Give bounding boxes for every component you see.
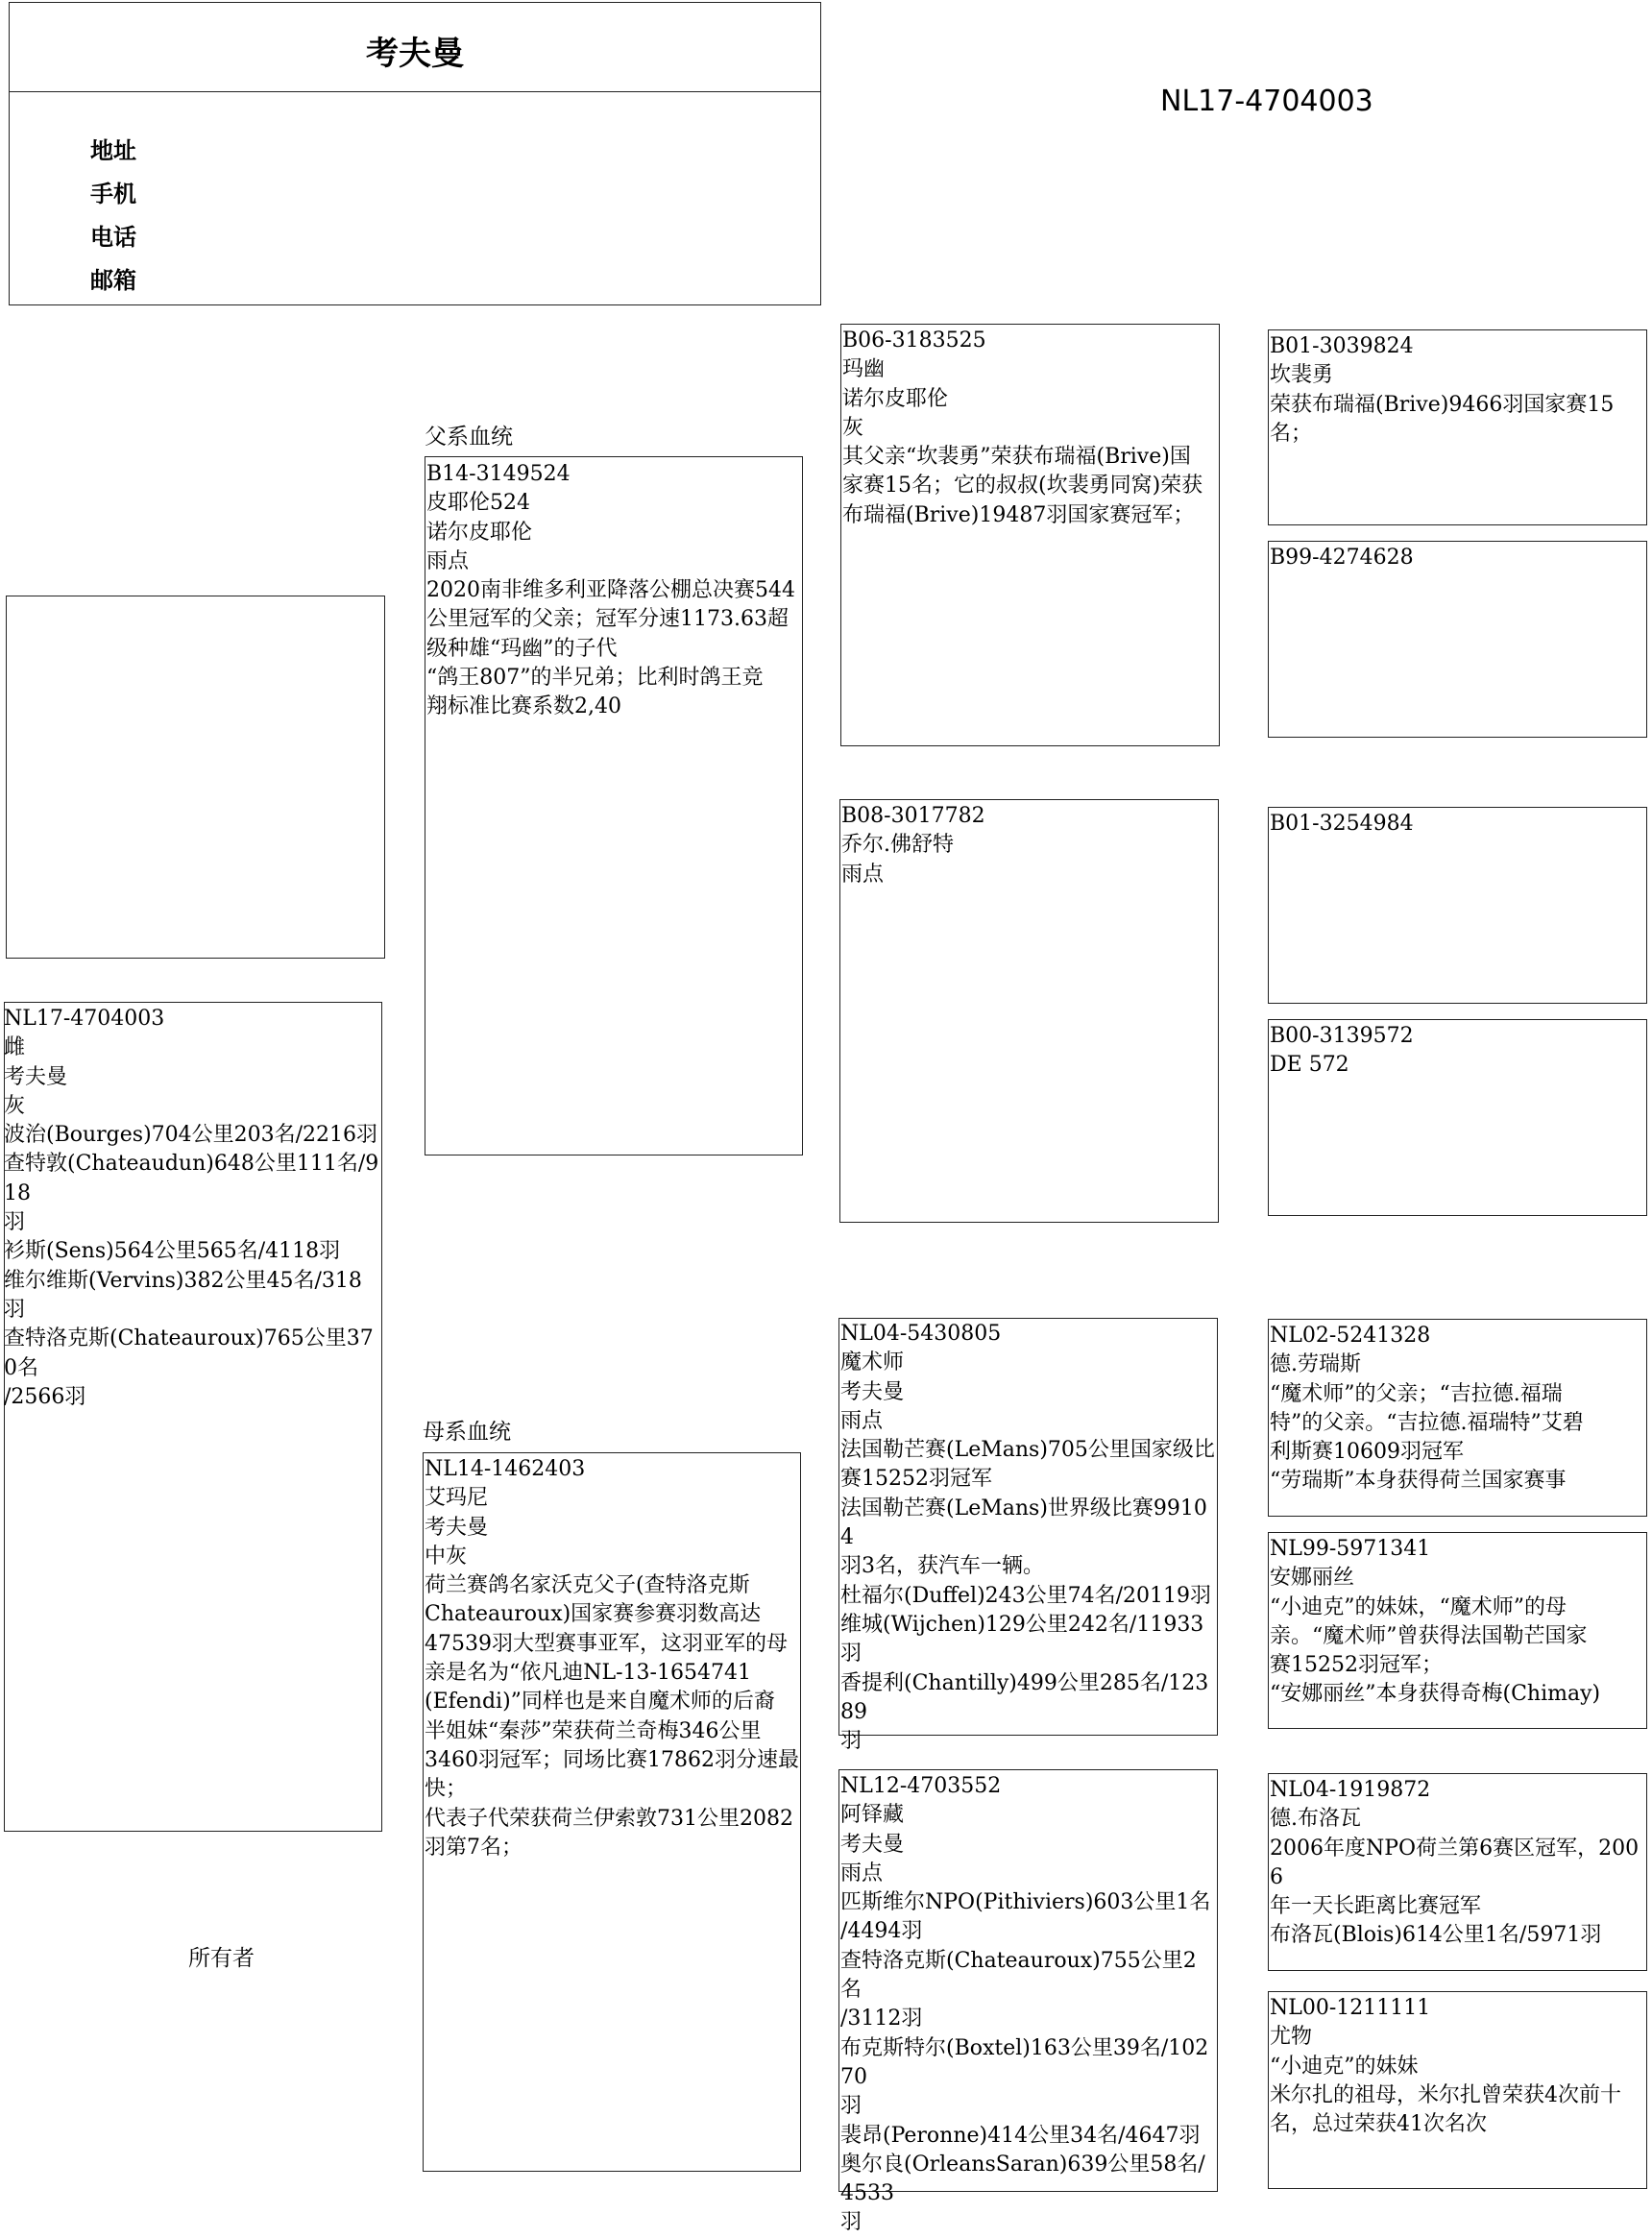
pigeon-info-line: 查特洛克斯(Chateauroux)755公里2名	[840, 1948, 1197, 2003]
pigeon-info-line: 查特敦(Chateaudun)648公里111名/918	[4, 1152, 379, 1205]
pigeon-text-subject	[4, 1005, 380, 1412]
pigeon-info-line: 47539羽大型赛事亚军，这羽亚军的母	[425, 1631, 788, 1656]
pigeon-info-line: 坎裴勇	[1270, 363, 1334, 388]
pigeon-info-line: “鸽王807”的半兄弟；比利时鸽王竞	[426, 666, 764, 691]
pigeon-info-line: 半姐妹“秦莎”荣获荷兰奇梅346公里	[425, 1718, 762, 1743]
pigeon-info-line: 米尔扎的祖母，米尔扎曾荣获4次前十	[1270, 2082, 1621, 2107]
ring-number: B99-4274628	[1270, 546, 1414, 570]
ring-number: NL00-1211111	[1270, 1996, 1431, 2020]
ring-number: B08-3017782	[841, 804, 985, 828]
pigeon-info-line: 亲是名为“依凡迪NL-13-1654741	[425, 1661, 751, 1686]
pigeon-info-line: 诺尔皮耶伦	[842, 386, 949, 411]
pigeon-info-line: 雨点	[841, 862, 885, 887]
pigeon-info-line: 奥尔良(OrleansSaran)639公里58名/4533	[840, 2152, 1205, 2206]
pigeon-info-line: “魔术师”的父亲；“吉拉德.福瑞	[1270, 1381, 1563, 1406]
pigeon-info-line: 羽	[4, 1210, 26, 1235]
contact-label-mobile: 手机	[90, 181, 136, 207]
pigeon-info-line: 雨点	[840, 1861, 884, 1885]
pigeon-info-line: 特”的父亲。“吉拉德.福瑞特”艾碧	[1270, 1410, 1584, 1435]
pigeon-info-line: 衫斯(Sens)564公里565名/4118羽	[4, 1239, 341, 1264]
pigeon-info-line: 艾玛尼	[425, 1486, 489, 1511]
pigeon-info-line: /2566羽	[4, 1384, 86, 1409]
pigeon-info-line: 荷兰赛鸽名家沃克父子(查特洛克斯	[425, 1573, 750, 1598]
pigeon-info-line: 翔标准比赛系数2,40	[426, 694, 621, 719]
ring-number: NL17-4704003	[4, 1007, 165, 1031]
pigeon-info-line: 皮耶伦524	[426, 491, 530, 516]
pigeon-info-line: 灰	[842, 415, 864, 440]
pigeon-text-sds	[1270, 810, 1646, 839]
pigeon-info-line: 尤物	[1270, 2025, 1313, 2050]
pigeon-info-line: “小迪克”的妹妹，“魔术师”的母	[1270, 1594, 1567, 1619]
pigeon-info-line: 利斯赛10609羽冠军	[1270, 1440, 1464, 1465]
label-sire-line: 父系血统	[425, 425, 513, 450]
pigeon-text-sire-sire	[842, 327, 1219, 530]
pigeon-text-sdd	[1270, 1022, 1646, 1081]
ring-number: B06-3183525	[842, 328, 986, 353]
pigeon-text-dam-sire	[840, 1320, 1217, 1756]
pigeon-info-line: 考夫曼	[4, 1064, 68, 1089]
pigeon-info-line: Chateauroux)国家赛参赛羽数高达	[425, 1602, 762, 1627]
pigeon-info-line: DE 572	[1270, 1053, 1349, 1078]
label-owner: 所有者	[188, 1946, 255, 1971]
pigeon-text-sss	[1270, 332, 1646, 449]
pigeon-info-line: 维尔维斯(Vervins)382公里45名/318羽	[4, 1268, 362, 1322]
ring-number: NL04-5430805	[840, 1322, 1002, 1346]
contact-label-phone: 电话	[90, 224, 136, 251]
pigeon-info-line: 安娜丽丝	[1270, 1566, 1355, 1591]
pigeon-info-line: 赛15252羽冠军	[840, 1467, 992, 1492]
pigeon-info-line: “小迪克”的妹妹	[1270, 2054, 1419, 2079]
pigeon-info-line: 雌	[4, 1035, 26, 1060]
ring-number: NL12-4703552	[840, 1774, 1002, 1798]
pigeon-info-line: 快；	[425, 1777, 468, 1802]
pigeon-info-line: 2006年度NPO荷兰第6赛区冠军，2006	[1270, 1836, 1640, 1889]
pigeon-info-line: 维城(Wijchen)129公里242名/11933羽	[840, 1612, 1204, 1666]
pigeon-info-line: 法国勒芒赛(LeMans)世界级比赛99104	[840, 1496, 1207, 1550]
header-title: 考夫曼	[366, 35, 464, 73]
pigeon-info-line: 其父亲“坎裴勇”荣获布瑞福(Brive)国	[842, 445, 1191, 470]
ring-number: NL02-5241328	[1270, 1324, 1431, 1348]
header-divider	[9, 91, 821, 92]
pigeon-info-line: 考夫曼	[840, 1379, 905, 1404]
pigeon-info-line: 2020南非维多利亚降落公棚总决赛544	[426, 578, 795, 603]
pigeon-info-line: 匹斯维尔NPO(Pithiviers)603公里1名	[840, 1890, 1211, 1915]
pigeon-info-line: 查特洛克斯(Chateauroux)765公里370名	[4, 1326, 374, 1380]
pigeon-info-line: 赛15252羽冠军；	[1270, 1653, 1443, 1678]
pigeon-info-line: 诺尔皮耶伦	[426, 520, 533, 545]
pigeon-info-line: 羽	[840, 2210, 862, 2235]
pigeon-info-line: 布瑞福(Brive)19487羽国家赛冠军；	[842, 502, 1195, 527]
pigeon-info-line: 乔尔.佛舒特	[841, 833, 954, 858]
pigeon-info-line: 裴昂(Peronne)414公里34名/4647羽	[840, 2123, 1201, 2148]
label-dam-line: 母系血统	[423, 1420, 511, 1445]
pigeon-info-line: 灰	[4, 1093, 26, 1118]
pigeon-info-line: 羽第7名；	[425, 1835, 522, 1860]
pigeon-info-line: 玛幽	[842, 357, 886, 382]
ring-number: NL04-1919872	[1270, 1778, 1431, 1802]
pigeon-info-line: 公里冠军的父亲；冠军分速1173.63超	[426, 607, 789, 632]
pigeon-info-line: 亲。“魔术师”曾获得法国勒芒国家	[1270, 1623, 1588, 1648]
pigeon-text-sire-dam	[841, 802, 1218, 889]
pigeon-info-line: /3112羽	[840, 2007, 923, 2031]
pigeon-info-line: 阿铎藏	[840, 1803, 905, 1828]
photo-frame	[6, 596, 385, 959]
pigeon-info-line: 香提利(Chantilly)499公里285名/12389	[840, 1670, 1209, 1724]
ring-number: NL99-5971341	[1270, 1537, 1431, 1561]
pigeon-info-line: 考夫曼	[840, 1832, 905, 1857]
pigeon-info-line: 羽	[840, 2094, 862, 2119]
pigeon-info-line: 魔术师	[840, 1350, 905, 1375]
pigeon-info-line: 雨点	[840, 1408, 884, 1433]
pigeon-info-line: 波治(Bourges)704公里203名/2216羽	[4, 1123, 378, 1148]
pigeon-info-line: /4494羽	[840, 1919, 923, 1944]
pigeon-info-line: 法国勒芒赛(LeMans)705公里国家级比	[840, 1438, 1215, 1463]
pigeon-info-line: 布洛瓦(Blois)614公里1名/5971羽	[1270, 1923, 1602, 1948]
contact-label-email: 邮箱	[90, 267, 136, 294]
pigeon-text-dam-dam	[840, 1772, 1217, 2238]
pigeon-info-line: 荣获布瑞福(Brive)9466羽国家赛15名；	[1270, 392, 1615, 446]
pigeon-info-line: 羽	[840, 1729, 862, 1754]
pigeon-info-line: 名，总过荣获41次名次	[1270, 2112, 1487, 2137]
ring-number: B01-3039824	[1270, 334, 1414, 358]
pigeon-info-line: 雨点	[426, 548, 470, 573]
ring-number: NL14-1462403	[425, 1457, 586, 1481]
contact-label-address: 地址	[90, 137, 136, 164]
pigeon-info-line: 德.布洛瓦	[1270, 1807, 1361, 1832]
ring-number: B01-3254984	[1270, 812, 1414, 836]
pigeon-text-dss	[1270, 1322, 1646, 1496]
pigeon-text-ddd	[1270, 1994, 1646, 2139]
pigeon-info-line: 布克斯特尔(Boxtel)163公里39名/10270	[840, 2035, 1209, 2089]
header-ring-number: NL17-4704003	[1160, 85, 1373, 118]
pigeon-text-ssd	[1270, 544, 1646, 572]
pigeon-info-line: 3460羽冠军；同场比赛17862羽分速最	[425, 1747, 799, 1772]
pigeon-info-line: 杜福尔(Duffel)243公里74名/20119羽	[840, 1583, 1212, 1608]
pigeon-info-line: 级种雄“玛幽”的子代	[426, 636, 618, 661]
ring-number: B00-3139572	[1270, 1024, 1414, 1048]
pigeon-info-line: 考夫曼	[425, 1515, 489, 1540]
pigeon-text-dsd	[1270, 1535, 1646, 1710]
pigeon-info-line: 代表子代荣获荷兰伊索敦731公里2082	[425, 1806, 793, 1831]
ring-number: B14-3149524	[426, 462, 571, 486]
pigeon-text-sire	[426, 460, 801, 722]
pigeon-info-line: 年一天长距离比赛冠军	[1270, 1894, 1482, 1919]
pigeon-text-dam	[425, 1455, 799, 1862]
pigeon-text-dds	[1270, 1776, 1646, 1951]
pigeon-info-line: 中灰	[425, 1544, 468, 1569]
pigeon-info-line: 家赛15名；它的叔叔(坎裴勇同窝)荣获	[842, 474, 1203, 499]
pigeon-info-line: (Efendi)”同样也是来自魔术师的后裔	[425, 1690, 775, 1715]
pigeon-info-line: 羽3名，获汽车一辆。	[840, 1554, 1044, 1579]
pigeon-info-line: “安娜丽丝”本身获得奇梅(Chimay)	[1270, 1682, 1601, 1707]
pigeon-info-line: “劳瑞斯”本身获得荷兰国家赛事	[1270, 1469, 1567, 1494]
pigeon-info-line: 德.劳瑞斯	[1270, 1352, 1361, 1377]
